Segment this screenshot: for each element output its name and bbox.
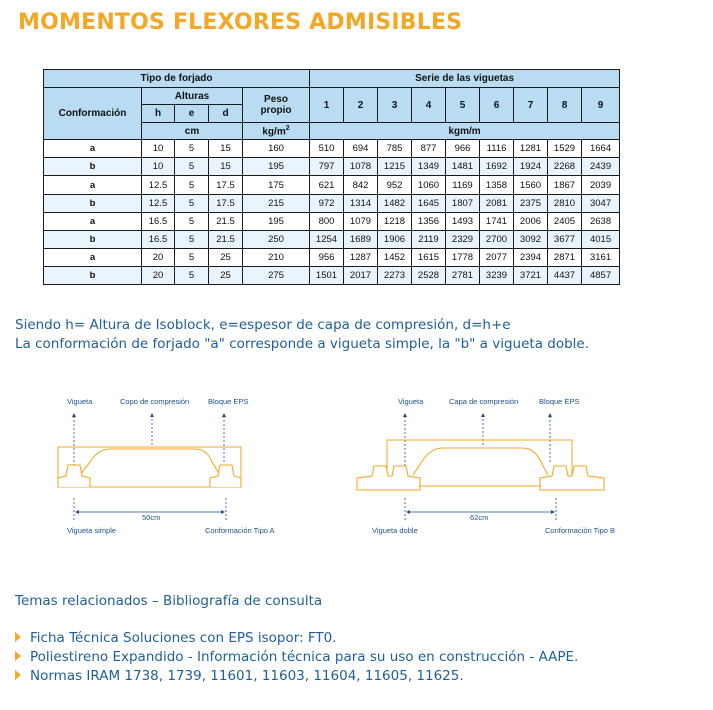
header-peso-line1: Peso: [264, 94, 288, 106]
cell-e: 5: [175, 158, 209, 176]
reference-list: [15, 629, 578, 686]
cell-moment-series-4: 1615: [412, 248, 446, 266]
header-peso-line2: propio: [260, 105, 292, 117]
cell-moment-series-1: 797: [310, 158, 344, 176]
cell-moment-series-1: 510: [310, 140, 344, 158]
series-header-1: 1: [310, 88, 344, 123]
note-line-2: La conformación de forjado "a" corresponde a vigueta simple, la "b" a vigueta doble.: [15, 336, 590, 352]
diagram-b-label-bloque: Bloque EPS: [539, 397, 580, 406]
cell-moment-series-9: 3047: [582, 194, 620, 212]
related-title: Temas relacionados – Bibliografía de consulta: [15, 593, 323, 609]
cell-moment-series-8: 2405: [548, 212, 582, 230]
cell-moment-series-8: 2871: [548, 248, 582, 266]
bullet-arrow-icon: [15, 651, 21, 661]
cell-moment-series-9: 2039: [582, 176, 620, 194]
cell-conformacion: b: [44, 266, 142, 284]
cell-moment-series-8: 1529: [548, 140, 582, 158]
diagram-a-label-vigueta: Vigueta: [67, 397, 93, 406]
cell-moment-series-5: 2329: [446, 230, 480, 248]
cell-d: 21.5: [209, 230, 243, 248]
diagram-a-label-capa: Copo de compresión: [120, 397, 190, 406]
cell-peso: 195: [243, 212, 310, 230]
series-header-8: 8: [548, 88, 582, 123]
cell-moment-series-9: 4857: [582, 266, 620, 284]
diagram-a-eps-block: [80, 449, 220, 475]
cell-h: 12.5: [142, 194, 175, 212]
cell-moment-series-4: 1356: [412, 212, 446, 230]
cell-moment-series-1: 972: [310, 194, 344, 212]
note-line-1: Siendo h= Altura de Isoblock, e=espesor de capa de compresión, d=h+e: [15, 317, 511, 333]
cell-e: 5: [175, 212, 209, 230]
series-header-4: 4: [412, 88, 446, 123]
cell-moment-series-4: 877: [412, 140, 446, 158]
cell-moment-series-8: 4437: [548, 266, 582, 284]
cell-moment-series-6: 1358: [480, 176, 514, 194]
cell-moment-series-3: 952: [378, 176, 412, 194]
cell-moment-series-3: 2273: [378, 266, 412, 284]
cell-conformacion: b: [44, 230, 142, 248]
cell-moment-series-4: 1060: [412, 176, 446, 194]
cell-moment-series-2: 1314: [344, 194, 378, 212]
cell-moment-series-2: 1689: [344, 230, 378, 248]
bullet-arrow-icon: [15, 632, 21, 642]
cell-moment-series-4: 1645: [412, 194, 446, 212]
diagram-b-eps-block: [413, 448, 548, 475]
cell-moment-series-8: 2810: [548, 194, 582, 212]
cell-peso: 195: [243, 158, 310, 176]
cell-moment-series-3: 1218: [378, 212, 412, 230]
unit-cm: cm: [142, 123, 243, 140]
cell-moment-series-6: 2700: [480, 230, 514, 248]
page-title: MOMENTOS FLEXORES ADMISIBLES: [18, 10, 463, 35]
cell-moment-series-1: 1501: [310, 266, 344, 284]
cell-moment-series-1: 621: [310, 176, 344, 194]
cell-d: 15: [209, 158, 243, 176]
reference-item: [15, 667, 578, 686]
group-header-series: Serie de las viguetas: [310, 70, 620, 88]
cell-moment-series-4: 2119: [412, 230, 446, 248]
cell-moment-series-3: 1215: [378, 158, 412, 176]
cell-moment-series-1: 956: [310, 248, 344, 266]
diagram-a-bottom-left: Vigueta simple: [67, 526, 117, 535]
cell-e: 5: [175, 266, 209, 284]
cell-moment-series-2: 694: [344, 140, 378, 158]
cell-h: 20: [142, 266, 175, 284]
unit-kgm2-exp: 2: [285, 125, 290, 133]
cell-moment-series-6: 1741: [480, 212, 514, 230]
unit-kgm2-base: kg/m: [262, 126, 286, 138]
header-conformacion: Conformación: [44, 88, 142, 140]
cell-d: 25: [209, 266, 243, 284]
cell-peso: 275: [243, 266, 310, 284]
cell-moment-series-6: 1692: [480, 158, 514, 176]
diagram-a-joist-right: [210, 465, 241, 487]
header-d: d: [209, 105, 243, 123]
diagram-b-label-vigueta: Vigueta: [398, 397, 424, 406]
cell-h: 16.5: [142, 212, 175, 230]
cell-moment-series-8: 1867: [548, 176, 582, 194]
cell-moment-series-9: 3161: [582, 248, 620, 266]
cell-h: 10: [142, 140, 175, 158]
cell-moment-series-7: 2006: [514, 212, 548, 230]
cell-conformacion: b: [44, 158, 142, 176]
cell-moment-series-7: 2375: [514, 194, 548, 212]
diagram-a-label-bloque: Bloque EPS: [208, 397, 249, 406]
cell-d: 25: [209, 248, 243, 266]
cell-moment-series-6: 1116: [480, 140, 514, 158]
cell-moment-series-3: 1482: [378, 194, 412, 212]
diagram-tipo-a: [58, 397, 275, 535]
cell-moment-series-2: 1287: [344, 248, 378, 266]
cell-moment-series-7: 2394: [514, 248, 548, 266]
cell-moment-series-2: 842: [344, 176, 378, 194]
unit-kgmm: kgm/m: [310, 123, 620, 140]
cell-e: 5: [175, 248, 209, 266]
cell-e: 5: [175, 194, 209, 212]
cell-moment-series-1: 800: [310, 212, 344, 230]
diagram-tipo-b: [357, 397, 615, 535]
cell-moment-series-7: 1281: [514, 140, 548, 158]
diagram-b-span: 62cm: [470, 513, 489, 522]
cell-moment-series-2: 1079: [344, 212, 378, 230]
cell-e: 5: [175, 140, 209, 158]
cell-peso: 250: [243, 230, 310, 248]
series-header-5: 5: [446, 88, 480, 123]
cell-conformacion: a: [44, 176, 142, 194]
cell-moment-series-7: 1924: [514, 158, 548, 176]
cell-moment-series-5: 1807: [446, 194, 480, 212]
reference-text: Ficha Técnica Soluciones con EPS isopor: FT0.: [30, 630, 337, 646]
cell-d: 17.5: [209, 194, 243, 212]
cell-peso: 215: [243, 194, 310, 212]
cell-moment-series-4: 2528: [412, 266, 446, 284]
cell-moment-series-5: 1493: [446, 212, 480, 230]
cell-moment-series-7: 1560: [514, 176, 548, 194]
cell-moment-series-5: 2781: [446, 266, 480, 284]
diagram-a-span: 50cm: [142, 513, 161, 522]
cell-moment-series-1: 1254: [310, 230, 344, 248]
header-e: e: [175, 105, 209, 123]
cell-moment-series-9: 2439: [582, 158, 620, 176]
cell-e: 5: [175, 230, 209, 248]
series-header-6: 6: [480, 88, 514, 123]
diagram-b-label-capa: Capa de compresión: [449, 397, 519, 406]
diagram-b-joist-left: [357, 466, 420, 490]
cell-moment-series-3: 785: [378, 140, 412, 158]
series-header-7: 7: [514, 88, 548, 123]
cell-conformacion: a: [44, 140, 142, 158]
cell-moment-series-7: 3092: [514, 230, 548, 248]
cell-h: 20: [142, 248, 175, 266]
series-header-9: 9: [582, 88, 620, 123]
cell-conformacion: a: [44, 248, 142, 266]
cell-moment-series-8: 2268: [548, 158, 582, 176]
reference-text: Normas IRAM 1738, 1739, 11601, 11603, 11604, 11605, 11625.: [30, 668, 464, 684]
cell-moment-series-3: 1452: [378, 248, 412, 266]
cell-h: 16.5: [142, 230, 175, 248]
cell-e: 5: [175, 176, 209, 194]
header-alturas: Alturas: [142, 88, 243, 105]
cell-peso: 175: [243, 176, 310, 194]
cell-moment-series-9: 2638: [582, 212, 620, 230]
cell-h: 12.5: [142, 176, 175, 194]
reference-item: [15, 648, 578, 667]
cell-moment-series-9: 4015: [582, 230, 620, 248]
cell-d: 21.5: [209, 212, 243, 230]
diagram-b-bottom-right: Conformación Tipo B: [545, 526, 616, 535]
cell-moment-series-7: 3721: [514, 266, 548, 284]
cell-moment-series-5: 1169: [446, 176, 480, 194]
series-header-2: 2: [344, 88, 378, 123]
cell-moment-series-5: 966: [446, 140, 480, 158]
cell-conformacion: b: [44, 194, 142, 212]
group-header-forjado: Tipo de forjado: [44, 70, 310, 88]
cell-d: 17.5: [209, 176, 243, 194]
series-header-3: 3: [378, 88, 412, 123]
cell-moment-series-4: 1349: [412, 158, 446, 176]
cell-moment-series-6: 3239: [480, 266, 514, 284]
cell-moment-series-6: 2081: [480, 194, 514, 212]
cell-moment-series-5: 1481: [446, 158, 480, 176]
diagram-a-bottom-right: Conformación Tipo A: [205, 526, 275, 535]
reference-text: Poliestireno Expandido - Información técnica para su uso en construcción - AAPE.: [30, 649, 579, 665]
cell-moment-series-8: 3677: [548, 230, 582, 248]
cell-moment-series-6: 2077: [480, 248, 514, 266]
diagram-b-bottom-left: Vigueta doble: [372, 526, 418, 535]
cell-moment-series-9: 1664: [582, 140, 620, 158]
cell-moment-series-2: 2017: [344, 266, 378, 284]
cell-peso: 210: [243, 248, 310, 266]
cell-moment-series-3: 1906: [378, 230, 412, 248]
reference-item: [15, 629, 578, 648]
cell-h: 10: [142, 158, 175, 176]
cell-peso: 160: [243, 140, 310, 158]
cell-moment-series-5: 1778: [446, 248, 480, 266]
cell-conformacion: a: [44, 212, 142, 230]
bullet-arrow-icon: [15, 670, 21, 680]
cell-d: 15: [209, 140, 243, 158]
cell-moment-series-2: 1078: [344, 158, 378, 176]
header-h: h: [142, 105, 175, 123]
